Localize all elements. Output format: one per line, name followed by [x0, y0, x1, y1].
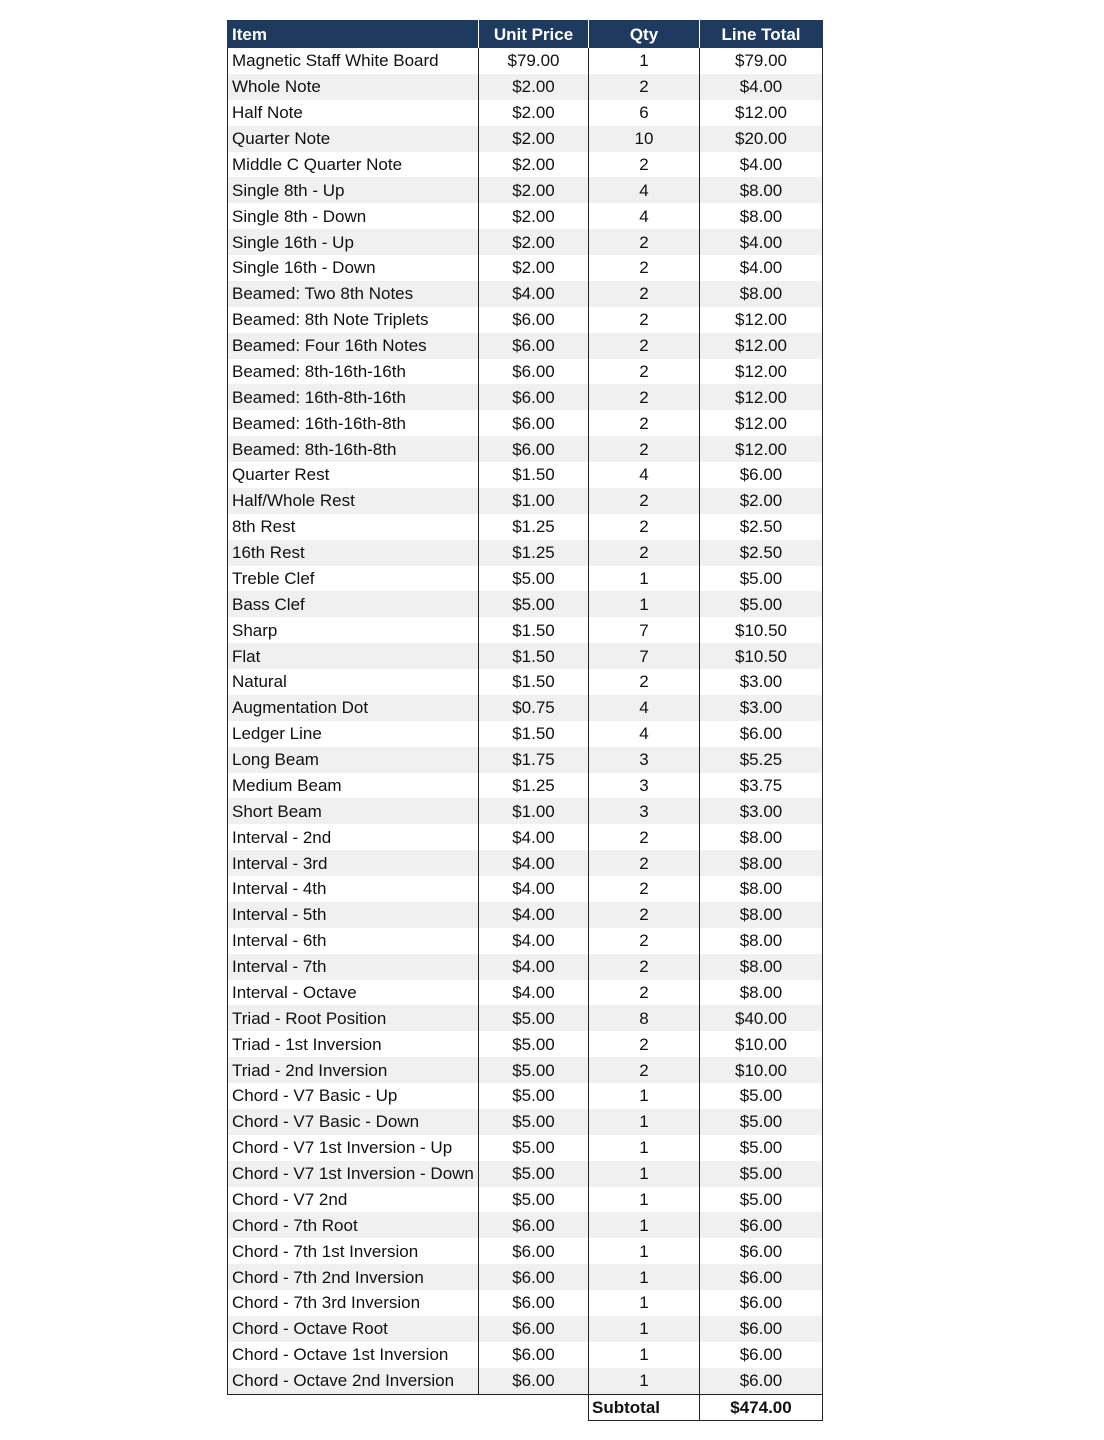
cell-unit-price: $6.00 [479, 307, 589, 333]
table-row [228, 566, 823, 592]
cell-line-total: $6.00 [700, 462, 823, 488]
cell-qty: 2 [589, 902, 700, 928]
cell-qty: 1 [589, 1368, 700, 1394]
table-row [228, 514, 823, 540]
cell-item: Chord - Octave Root [228, 1316, 479, 1342]
table-row [228, 540, 823, 566]
cell-item: Interval - 6th [228, 928, 479, 954]
cell-unit-price: $2.00 [479, 177, 589, 203]
cell-line-total: $4.00 [700, 74, 823, 100]
cell-qty: 7 [589, 643, 700, 669]
cell-line-total: $12.00 [700, 384, 823, 410]
cell-line-total: $12.00 [700, 436, 823, 462]
table-row [228, 384, 823, 410]
table-row [228, 1109, 823, 1135]
cell-unit-price: $6.00 [479, 1238, 589, 1264]
table-row [228, 359, 823, 385]
cell-qty: 10 [589, 126, 700, 152]
cell-unit-price: $6.00 [479, 1290, 589, 1316]
cell-item: Single 8th - Up [228, 177, 479, 203]
cell-unit-price: $5.00 [479, 591, 589, 617]
table-row [228, 1005, 823, 1031]
cell-item: Triad - 1st Inversion [228, 1031, 479, 1057]
subtotal-row [228, 1394, 823, 1420]
cell-line-total: $8.00 [700, 876, 823, 902]
table-header [228, 21, 823, 48]
cell-item: Beamed: 8th-16th-16th [228, 359, 479, 385]
cell-unit-price: $5.00 [479, 1057, 589, 1083]
cell-line-total: $8.00 [700, 980, 823, 1006]
cell-unit-price: $1.50 [479, 617, 589, 643]
cell-item: Half/Whole Rest [228, 488, 479, 514]
cell-qty: 2 [589, 384, 700, 410]
cell-unit-price: $6.00 [479, 1212, 589, 1238]
cell-unit-price: $1.25 [479, 540, 589, 566]
table-row [228, 850, 823, 876]
cell-line-total: $3.00 [700, 798, 823, 824]
cell-line-total: $10.00 [700, 1031, 823, 1057]
cell-line-total: $2.50 [700, 540, 823, 566]
cell-qty: 1 [589, 1083, 700, 1109]
cell-unit-price: $1.50 [479, 669, 589, 695]
table-row [228, 747, 823, 773]
table-row [228, 773, 823, 799]
cell-line-total: $20.00 [700, 126, 823, 152]
cell-line-total: $6.00 [700, 1264, 823, 1290]
cell-line-total: $5.00 [700, 1109, 823, 1135]
cell-unit-price: $6.00 [479, 1368, 589, 1394]
cell-unit-price: $5.00 [479, 1109, 589, 1135]
cell-line-total: $5.00 [700, 591, 823, 617]
cell-line-total: $5.00 [700, 1083, 823, 1109]
cell-qty: 2 [589, 514, 700, 540]
cell-line-total: $12.00 [700, 333, 823, 359]
table-row [228, 1031, 823, 1057]
cell-item: Interval - 2nd [228, 824, 479, 850]
cell-qty: 1 [589, 1238, 700, 1264]
cell-item: Chord - V7 Basic - Down [228, 1109, 479, 1135]
cell-line-total: $4.00 [700, 229, 823, 255]
table-row [228, 1290, 823, 1316]
cell-unit-price: $4.00 [479, 902, 589, 928]
cell-qty: 2 [589, 410, 700, 436]
cell-item: Bass Clef [228, 591, 479, 617]
cell-unit-price: $1.25 [479, 514, 589, 540]
cell-qty: 2 [589, 436, 700, 462]
table-row [228, 591, 823, 617]
cell-unit-price: $5.00 [479, 1005, 589, 1031]
cell-line-total: $8.00 [700, 850, 823, 876]
cell-item: Single 8th - Down [228, 203, 479, 229]
cell-item: Short Beam [228, 798, 479, 824]
cell-item: Quarter Note [228, 126, 479, 152]
cell-item: Ledger Line [228, 721, 479, 747]
cell-qty: 2 [589, 876, 700, 902]
cell-item: Beamed: 16th-8th-16th [228, 384, 479, 410]
table-row [228, 876, 823, 902]
cell-qty: 2 [589, 255, 700, 281]
cell-qty: 2 [589, 824, 700, 850]
cell-qty: 2 [589, 488, 700, 514]
cell-item: Interval - 5th [228, 902, 479, 928]
cell-unit-price: $4.00 [479, 954, 589, 980]
table-row [228, 462, 823, 488]
cell-unit-price: $2.00 [479, 229, 589, 255]
cell-qty: 1 [589, 1264, 700, 1290]
cell-line-total: $5.00 [700, 1161, 823, 1187]
cell-line-total: $6.00 [700, 1212, 823, 1238]
cell-unit-price: $2.00 [479, 255, 589, 281]
cell-line-total: $8.00 [700, 177, 823, 203]
cell-qty: 2 [589, 333, 700, 359]
cell-qty: 1 [589, 1316, 700, 1342]
cell-qty: 2 [589, 359, 700, 385]
cell-qty: 4 [589, 177, 700, 203]
cell-qty: 2 [589, 229, 700, 255]
cell-unit-price: $2.00 [479, 152, 589, 178]
table-row [228, 902, 823, 928]
cell-item: Natural [228, 669, 479, 695]
cell-line-total: $6.00 [700, 721, 823, 747]
cell-qty: 2 [589, 1057, 700, 1083]
subtotal-spacer [228, 1394, 479, 1420]
cell-line-total: $2.50 [700, 514, 823, 540]
table-row [228, 410, 823, 436]
cell-qty: 4 [589, 203, 700, 229]
cell-item: Beamed: 8th Note Triplets [228, 307, 479, 333]
cell-item: 16th Rest [228, 540, 479, 566]
cell-qty: 2 [589, 540, 700, 566]
cell-qty: 1 [589, 1342, 700, 1368]
cell-qty: 1 [589, 1187, 700, 1213]
cell-item: Whole Note [228, 74, 479, 100]
cell-qty: 7 [589, 617, 700, 643]
cell-line-total: $5.00 [700, 1135, 823, 1161]
cell-unit-price: $1.50 [479, 462, 589, 488]
cell-qty: 2 [589, 980, 700, 1006]
header-line-total: Line Total [700, 21, 823, 48]
cell-item: Half Note [228, 100, 479, 126]
table-footer [228, 1394, 823, 1420]
header-qty: Qty [589, 21, 700, 48]
cell-unit-price: $2.00 [479, 203, 589, 229]
cell-line-total: $8.00 [700, 928, 823, 954]
table-row [228, 1316, 823, 1342]
table-row [228, 100, 823, 126]
cell-line-total: $6.00 [700, 1290, 823, 1316]
cell-unit-price: $4.00 [479, 824, 589, 850]
cell-unit-price: $5.00 [479, 1187, 589, 1213]
table-row [228, 48, 823, 74]
table-row [228, 695, 823, 721]
cell-item: Medium Beam [228, 773, 479, 799]
cell-qty: 1 [589, 566, 700, 592]
cell-line-total: $40.00 [700, 1005, 823, 1031]
table-body [228, 48, 823, 1395]
cell-unit-price: $4.00 [479, 850, 589, 876]
cell-qty: 2 [589, 281, 700, 307]
cell-unit-price: $1.00 [479, 488, 589, 514]
cell-qty: 4 [589, 462, 700, 488]
cell-qty: 8 [589, 1005, 700, 1031]
table-row [228, 1135, 823, 1161]
cell-item: Interval - Octave [228, 980, 479, 1006]
table-row [228, 436, 823, 462]
cell-item: Chord - Octave 2nd Inversion [228, 1368, 479, 1394]
cell-qty: 2 [589, 954, 700, 980]
table-row [228, 643, 823, 669]
cell-item: Treble Clef [228, 566, 479, 592]
table-row [228, 1368, 823, 1394]
cell-item: Beamed: 16th-16th-8th [228, 410, 479, 436]
cell-unit-price: $2.00 [479, 74, 589, 100]
table-row [228, 617, 823, 643]
cell-unit-price: $5.00 [479, 566, 589, 592]
cell-qty: 1 [589, 48, 700, 74]
cell-line-total: $8.00 [700, 824, 823, 850]
cell-line-total: $5.00 [700, 1187, 823, 1213]
cell-line-total: $8.00 [700, 954, 823, 980]
cell-line-total: $4.00 [700, 255, 823, 281]
cell-item: Single 16th - Up [228, 229, 479, 255]
cell-qty: 6 [589, 100, 700, 126]
cell-item: Augmentation Dot [228, 695, 479, 721]
cell-qty: 2 [589, 74, 700, 100]
cell-qty: 2 [589, 669, 700, 695]
cell-unit-price: $2.00 [479, 100, 589, 126]
cell-qty: 1 [589, 1135, 700, 1161]
cell-item: Single 16th - Down [228, 255, 479, 281]
cell-line-total: $6.00 [700, 1368, 823, 1394]
cell-qty: 2 [589, 850, 700, 876]
cell-unit-price: $6.00 [479, 359, 589, 385]
table-row [228, 229, 823, 255]
cell-qty: 2 [589, 1031, 700, 1057]
cell-item: Triad - Root Position [228, 1005, 479, 1031]
cell-unit-price: $6.00 [479, 410, 589, 436]
cell-line-total: $12.00 [700, 307, 823, 333]
cell-qty: 1 [589, 1290, 700, 1316]
cell-qty: 1 [589, 1212, 700, 1238]
cell-line-total: $4.00 [700, 152, 823, 178]
table-row [228, 203, 823, 229]
cell-qty: 2 [589, 152, 700, 178]
cell-unit-price: $4.00 [479, 980, 589, 1006]
cell-unit-price: $6.00 [479, 384, 589, 410]
cell-item: Sharp [228, 617, 479, 643]
cell-unit-price: $1.25 [479, 773, 589, 799]
table-row [228, 1187, 823, 1213]
cell-item: Chord - Octave 1st Inversion [228, 1342, 479, 1368]
cell-line-total: $12.00 [700, 100, 823, 126]
cell-item: Chord - 7th 1st Inversion [228, 1238, 479, 1264]
table-row [228, 721, 823, 747]
cell-line-total: $3.75 [700, 773, 823, 799]
cell-line-total: $8.00 [700, 902, 823, 928]
cell-unit-price: $6.00 [479, 1316, 589, 1342]
cell-qty: 3 [589, 747, 700, 773]
cell-line-total: $6.00 [700, 1238, 823, 1264]
cell-item: Chord - V7 1st Inversion - Down [228, 1161, 479, 1187]
cell-qty: 1 [589, 1109, 700, 1135]
cell-unit-price: $1.00 [479, 798, 589, 824]
cell-item: Chord - V7 Basic - Up [228, 1083, 479, 1109]
cell-unit-price: $1.50 [479, 643, 589, 669]
cell-line-total: $5.00 [700, 566, 823, 592]
cell-unit-price: $5.00 [479, 1031, 589, 1057]
cell-unit-price: $0.75 [479, 695, 589, 721]
cell-item: Beamed: Four 16th Notes [228, 333, 479, 359]
table-row [228, 177, 823, 203]
header-unit-price: Unit Price [479, 21, 589, 48]
cell-item: Flat [228, 643, 479, 669]
table-row [228, 126, 823, 152]
table-row [228, 1342, 823, 1368]
cell-qty: 1 [589, 1161, 700, 1187]
subtotal-label: Subtotal [589, 1394, 700, 1420]
table-row [228, 1264, 823, 1290]
table-row [228, 1057, 823, 1083]
cell-item: Triad - 2nd Inversion [228, 1057, 479, 1083]
cell-line-total: $3.00 [700, 669, 823, 695]
cell-item: Beamed: 8th-16th-8th [228, 436, 479, 462]
table-row [228, 954, 823, 980]
table-row [228, 1083, 823, 1109]
cell-item: Interval - 4th [228, 876, 479, 902]
table-row [228, 307, 823, 333]
cell-unit-price: $79.00 [479, 48, 589, 74]
table-row [228, 798, 823, 824]
cell-item: 8th Rest [228, 514, 479, 540]
header-row [228, 21, 823, 48]
cell-line-total: $3.00 [700, 695, 823, 721]
cell-line-total: $10.50 [700, 617, 823, 643]
cell-unit-price: $6.00 [479, 1342, 589, 1368]
price-table [227, 20, 823, 1421]
cell-item: Interval - 3rd [228, 850, 479, 876]
cell-line-total: $12.00 [700, 359, 823, 385]
cell-unit-price: $5.00 [479, 1135, 589, 1161]
cell-unit-price: $2.00 [479, 126, 589, 152]
cell-unit-price: $1.75 [479, 747, 589, 773]
table-row [228, 1212, 823, 1238]
cell-line-total: $6.00 [700, 1316, 823, 1342]
table-row [228, 281, 823, 307]
cell-unit-price: $5.00 [479, 1161, 589, 1187]
cell-item: Magnetic Staff White Board [228, 48, 479, 74]
cell-qty: 1 [589, 591, 700, 617]
cell-qty: 3 [589, 798, 700, 824]
cell-unit-price: $4.00 [479, 928, 589, 954]
cell-item: Beamed: Two 8th Notes [228, 281, 479, 307]
cell-line-total: $8.00 [700, 281, 823, 307]
cell-line-total: $79.00 [700, 48, 823, 74]
cell-line-total: $6.00 [700, 1342, 823, 1368]
subtotal-spacer [479, 1394, 589, 1420]
table-row [228, 824, 823, 850]
cell-item: Quarter Rest [228, 462, 479, 488]
table-row [228, 255, 823, 281]
table-row [228, 669, 823, 695]
cell-qty: 4 [589, 721, 700, 747]
subtotal-value: $474.00 [700, 1394, 823, 1420]
table-row [228, 152, 823, 178]
cell-item: Long Beam [228, 747, 479, 773]
cell-unit-price: $6.00 [479, 333, 589, 359]
cell-line-total: $8.00 [700, 203, 823, 229]
cell-item: Interval - 7th [228, 954, 479, 980]
cell-unit-price: $4.00 [479, 876, 589, 902]
table-row [228, 980, 823, 1006]
cell-unit-price: $1.50 [479, 721, 589, 747]
cell-unit-price: $6.00 [479, 1264, 589, 1290]
cell-item: Chord - 7th 2nd Inversion [228, 1264, 479, 1290]
cell-unit-price: $5.00 [479, 1083, 589, 1109]
cell-qty: 2 [589, 928, 700, 954]
cell-line-total: $10.00 [700, 1057, 823, 1083]
cell-item: Chord - 7th Root [228, 1212, 479, 1238]
table-row [228, 1238, 823, 1264]
cell-unit-price: $6.00 [479, 436, 589, 462]
cell-qty: 3 [589, 773, 700, 799]
cell-line-total: $12.00 [700, 410, 823, 436]
cell-line-total: $10.50 [700, 643, 823, 669]
cell-item: Chord - 7th 3rd Inversion [228, 1290, 479, 1316]
cell-unit-price: $4.00 [479, 281, 589, 307]
cell-qty: 2 [589, 307, 700, 333]
cell-line-total: $5.25 [700, 747, 823, 773]
table-row [228, 333, 823, 359]
table-row [228, 1161, 823, 1187]
table-row [228, 488, 823, 514]
cell-item: Chord - V7 1st Inversion - Up [228, 1135, 479, 1161]
table-row [228, 74, 823, 100]
cell-qty: 4 [589, 695, 700, 721]
cell-item: Middle C Quarter Note [228, 152, 479, 178]
header-item: Item [228, 21, 479, 48]
cell-item: Chord - V7 2nd [228, 1187, 479, 1213]
table-row [228, 928, 823, 954]
cell-line-total: $2.00 [700, 488, 823, 514]
